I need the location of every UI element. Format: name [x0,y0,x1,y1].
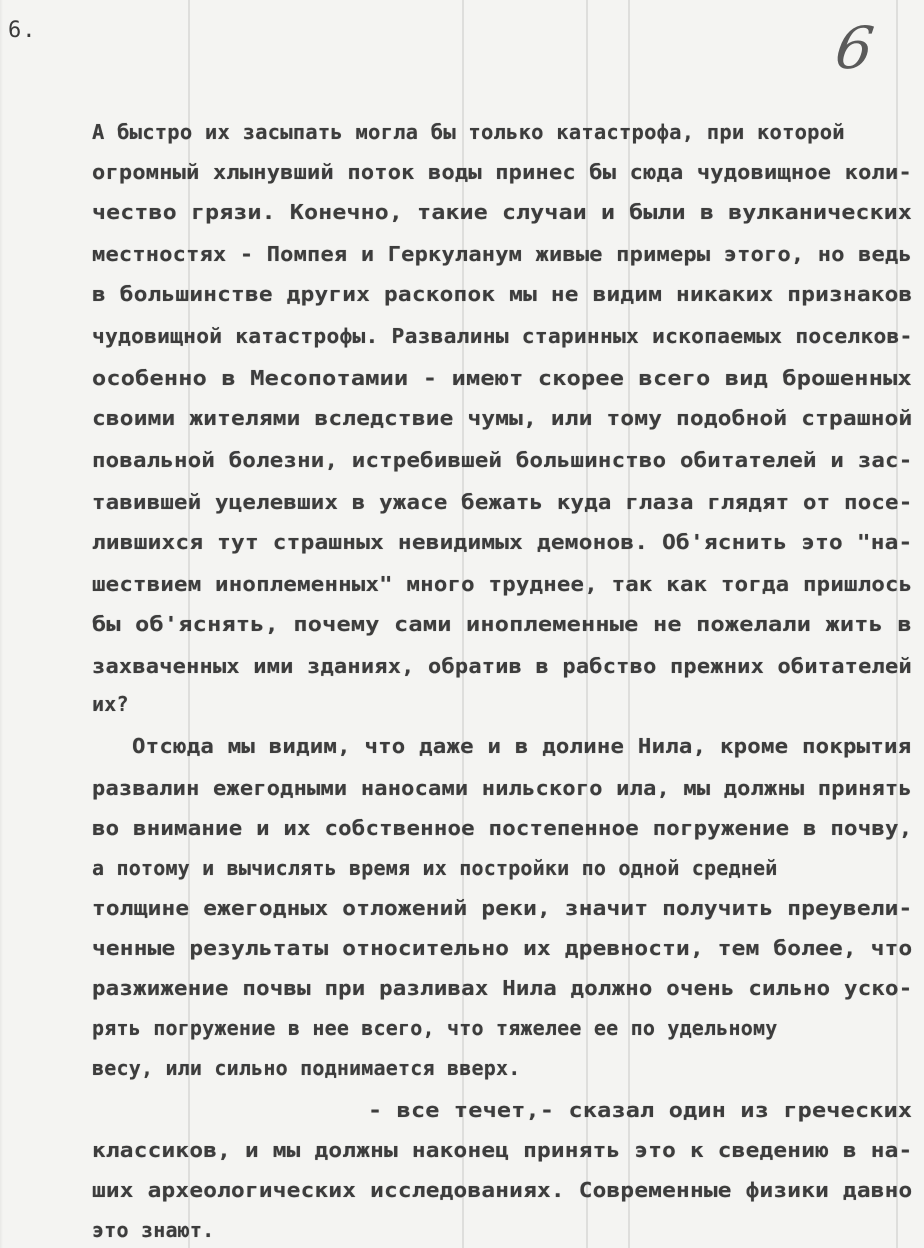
text-line: чество грязи. Конечно, такие случаи и были в вулканических [92,200,913,224]
text-line: ших археологических исследованиях. Современные физики давно [92,1178,913,1202]
text-line: захваченных ими зданиях, обратив в рабство прежних обитателей [92,654,912,678]
handwritten-page-number: 6 [831,14,878,82]
text-line: - все течет,- сказал один из греческих [368,1098,913,1122]
text-line: повальной болезни, истребившей большинство обитателей и зас- [92,448,913,472]
text-line: во внимание и их собственное постепенное погружение в почву, [92,816,913,840]
text-line: а потому и вычислять время их постройки по одной средней [92,856,778,880]
text-line: их? [92,692,129,716]
text-line: весу, или сильно поднимается вверх. [92,1056,521,1080]
text-line: шествием иноплеменных" много труднее, так как тогда пришлось [92,572,913,596]
text-line: чудовищной катастрофы. Развалины старинных ископаемых поселков- [92,324,913,348]
page-number: 6. [8,18,37,43]
text-line: особенно в Месопотамии - имеют скорее всего вид брошенных [92,366,912,390]
text-line: тавившей уцелевших в ужасе бежать куда глаза глядят от посе- [92,490,913,514]
text-line: своими жителями вследствие чумы, или тому подобной страшной [92,406,913,430]
text-line: лившихся тут страшных невидимых демонов. Об'яснить это "на- [92,530,913,554]
text-line: огромный хлынувший поток воды принес бы сюда чудовищное коли- [92,160,912,184]
text-line: развалин ежегодными наносами нильского ила, мы должны принять [92,776,912,800]
text-line: разжижение почвы при разливах Нила должно очень сильно уско- [92,976,913,1000]
text-line: бы об'яснять, почему сами иноплеменные не пожелали жить в [92,612,912,636]
text-line: Отсюда мы видим, что даже и в долине Нила, кроме покрытия [132,734,912,758]
text-line: толщине ежегодных отложений реки, значит получить преувели- [92,896,913,920]
text-line: ченные результаты относительно их древности, тем более, что [92,936,913,960]
text-line: это знают. [92,1218,215,1242]
text-line: рять погружение в нее всего, что тяжелее ее по удельному [92,1016,778,1040]
text-line: классиков, и мы должны наконец принять это к сведению в на- [92,1138,913,1162]
text-line: местностях - Помпея и Геркуланум живые примеры этого, но ведь [92,242,912,266]
text-line: в большинстве других раскопок мы не видим никаких признаков [92,282,913,306]
text-line: А быстро их засыпать могла бы только катастрофа, при которой [92,120,845,144]
